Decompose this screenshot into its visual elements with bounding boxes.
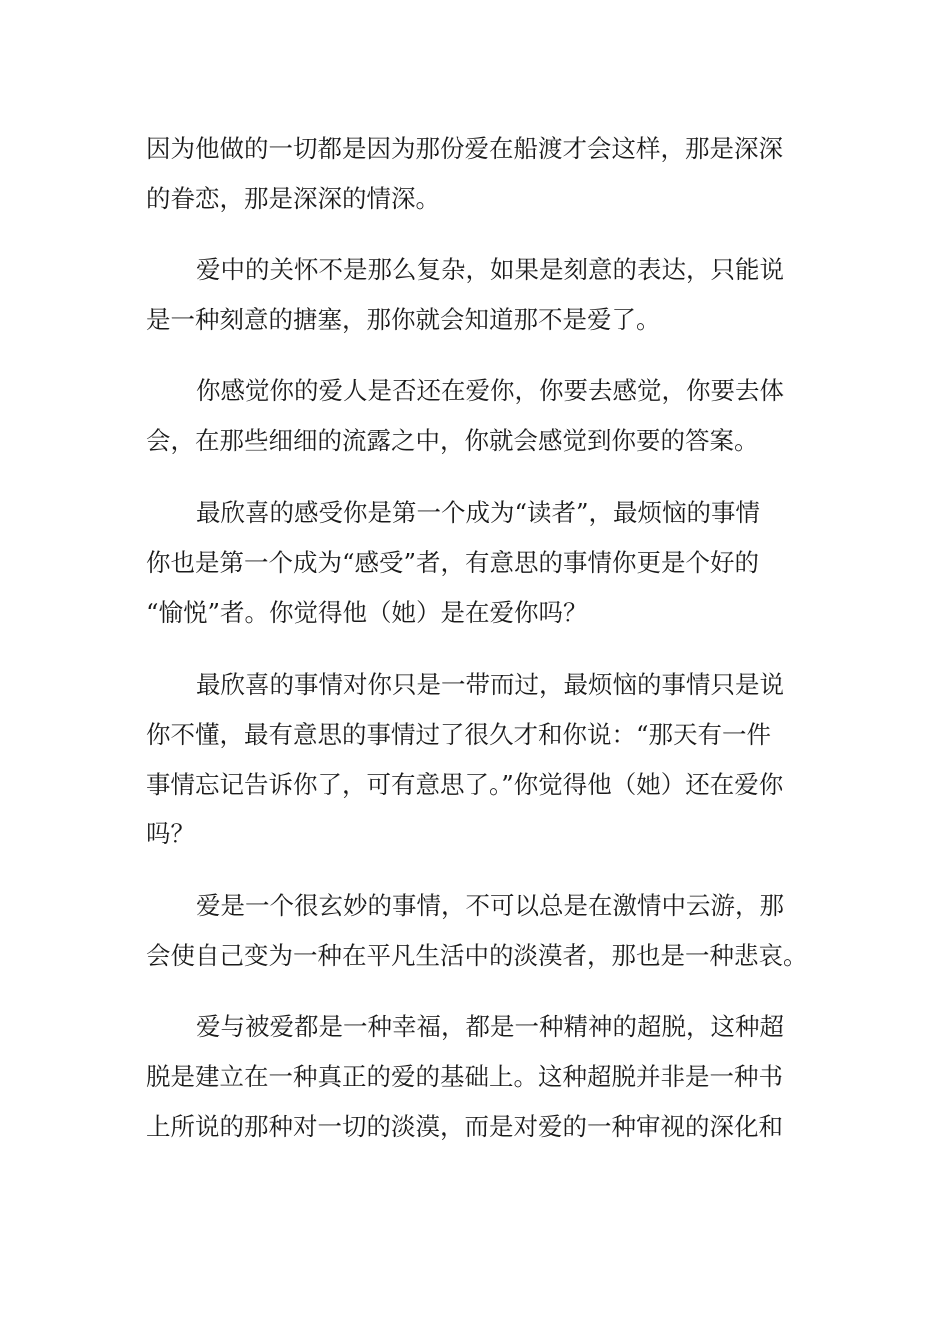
text-line: 爱中的关怀不是那么复杂，如果是刻意的表达，只能说	[196, 255, 784, 284]
text-line: 爱是一个很玄妙的事情，不可以总是在激情中云游，那	[196, 891, 784, 920]
text-line: 会，在那些细细的流露之中，你就会感觉到你要的答案。	[146, 426, 759, 455]
text-line: 最欣喜的事情对你只是一带而过，最烦恼的事情只是说	[196, 670, 784, 699]
text-line: 你也是第一个成为“感受”者，有意思的事情你更是个好的	[146, 548, 760, 577]
text-line: 你感觉你的爱人是否还在爱你，你要去感觉，你要去体	[196, 376, 784, 405]
text-line: 是一种刻意的搪塞，那你就会知道那不是爱了。	[146, 305, 661, 334]
text-line: 上所说的那种对一切的淡漠，而是对爱的一种审视的深化和	[146, 1112, 783, 1141]
text-line: 最欣喜的感受你是第一个成为“读者”，最烦恼的事情	[196, 498, 761, 527]
text-line: 爱与被爱都是一种幸福，都是一种精神的超脱，这种超	[196, 1012, 784, 1041]
text-line: 会使自己变为一种在平凡生活中的淡漠者，那也是一种悲哀。	[146, 941, 808, 970]
text-line: 因为他做的一切都是因为那份爱在船渡才会这样，那是深深	[146, 134, 783, 163]
text-line: “愉悦”者。你觉得他（她）是在爱你吗？	[146, 598, 588, 627]
text-line: 事情忘记告诉你了，可有意思了。”你觉得他（她）还在爱你	[146, 770, 784, 799]
text-line: 脱是建立在一种真正的爱的基础上。这种超脱并非是一种书	[146, 1062, 783, 1091]
text-line: 吗？	[146, 819, 195, 848]
text-line: 的眷恋，那是深深的情深。	[146, 184, 440, 213]
text-line: 你不懂，最有意思的事情过了很久才和你说：“那天有一件	[146, 720, 772, 749]
